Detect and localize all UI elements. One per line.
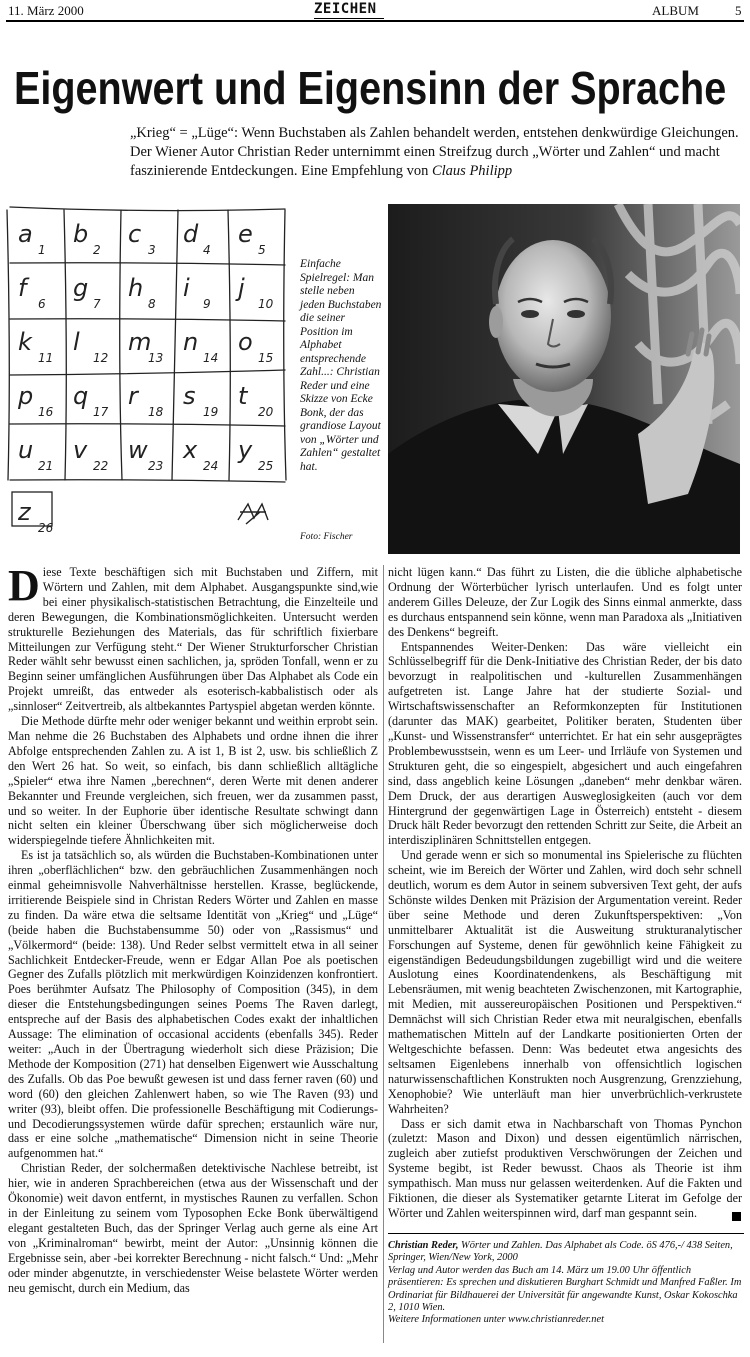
sketch-grid-line	[7, 210, 9, 480]
lead-text: „Krieg“ = „Lüge“: Wenn Buchstaben als Zahlen behandelt werden, entstehen denkwürdige Gleichungen. Der Wiener Autor Christian Reder unternimmt einen Streifzug durch „Wörter und Zahlen“ und macht faszinierende Entdeckungen. Eine Empfehlung von	[130, 125, 739, 179]
sketch-letter: z	[18, 498, 31, 526]
paragraph: Christian Reder, der solchermaßen detektivische Nachlese betreibt, ist hier, wie in anderen Sprachbereichen (etwa aus der Wissenschaft und der Ökonomie) weit davon entfernt, in mystisches Raunen zu verfallen. Schon in der Einleitung zu seinem vom Typosophen Ecke Bonk überwältigend elegant gestalteten Buch, das der Springer Verlag auch gerne als eine Art von „Kriminalroman“ bewirbt, meint der Autor: „Unsinnig können die Ergebnisse sein, aber -bei korrekter Berechnung - nicht falsch.“ Und: „Mehr oder minder abgenutzte, in verschiedenster Weise belastete Wörter werden neu gemischt, durch ein Medium, das	[8, 1161, 378, 1295]
sketch-number: 19	[203, 405, 219, 419]
sketch-letter: l	[73, 328, 80, 356]
sketch-grid-line	[284, 210, 286, 480]
paragraph-text: iese Texte beschäftigen sich mit Buchstaben und Ziffern, mit Wörtern und Zahlen, mit dem Alphabet. Ausgangspunkte sind,wie bei einer physikalisch-statistischen Betrachtung, die Einzelteile und deren Bewegungen, die Kombinationsmöglichkeiten. Untersucht werden strukturelle Beziehungen des Materials, das für schriftlich fixierbare Mitteilungen zur Verfügung steht.“ Der Wiener Strukturforscher Christian Reder wählt sehr bewusst einen sachlichen, ja, spröden Tonfall, wenn er zu Beginn seiner umfänglichen Ausführungen über Das Alphabet als Code ein Projekt umreißt, das entweder als esoterisch-kabbalistisch oder als „sinnloser“ Zeitvertreib, als altbekanntes Partyspiel abgetan werden könnte.	[8, 565, 378, 714]
sketch-number: 3	[148, 243, 156, 257]
sketch-number: 6	[38, 297, 46, 311]
paragraph: Dass er sich damit etwa in Nachbarschaft von Thomas Pynchon (zuletzt: Mason and Dixon) und dessen eigentümlich närrischen, zugleich aber zutiefst produktiven Verschwörungen der Zeichen und Systeme begibt, ist Reder bewusst. Chaos als Theorie ist ihm sympathisch. Man muss nur gelassen weiterdenken. Auf die Fakten und Fiktionen, die dieser als Systematiker getarnte Literat im Gefolge der Wörter und Zahlen weiterspinnen wird, darf man gespannt sein.	[388, 1116, 742, 1220]
lead-author: Claus Philipp	[431, 163, 513, 179]
end-mark	[732, 1212, 741, 1221]
sketch-letter: d	[183, 220, 199, 248]
section-underline	[314, 18, 384, 19]
sketch-grid-line	[10, 207, 285, 211]
sketch-number: 25	[258, 459, 274, 473]
sketch-number: 4	[203, 243, 211, 257]
sketch-number: 23	[148, 459, 164, 473]
bibliography-rule	[388, 1233, 744, 1234]
issue-date: 11. März 2000	[8, 3, 84, 18]
sketch-number: 7	[93, 297, 101, 311]
sketch-number: 20	[258, 405, 274, 419]
column-rule	[383, 565, 384, 1343]
paragraph: nicht lügen kann.“ Das führt zu Listen, die die übliche alphabetische Ordnung der Wörterbücher lyrisch unterlaufen. Und es folgt unter anderem Gilles Deleuze, der Zur Logik des Sinns einmal anmerkte, dass es durchaus entspannend sein könne, wenn man Paradoxa als „Initiativen des Denkens“ begreift.	[388, 565, 742, 639]
image-caption: Einfache Spielregel: Man stelle neben jeden Buchstaben die seiner Position im Alphabet entsprechende Zahl...: Christian Reder und eine Skizze von Ecke Bonk, der das grandiose Layout von „Wörter und Zahlen“ gestaltet hat.	[300, 258, 382, 473]
sketch-number: 1	[38, 243, 46, 257]
sketch-grid-line	[10, 263, 285, 265]
lead-paragraph	[130, 124, 742, 181]
sketch-number: 12	[93, 351, 109, 365]
sketch-letter: y	[238, 436, 253, 464]
drop-cap: D	[8, 561, 40, 610]
sketch-number: 10	[258, 297, 274, 311]
sketch-letter: g	[73, 274, 89, 302]
sketch-grid-line	[172, 210, 178, 480]
sketch-letter: i	[183, 274, 190, 302]
book-author: Christian Reder,	[388, 1240, 459, 1251]
sketch-number: 8	[148, 297, 156, 311]
alphabet-sketch	[6, 202, 294, 544]
sketch-grid-line	[120, 210, 122, 480]
author-portrait-photo	[388, 204, 740, 554]
sketch-letter: w	[128, 436, 148, 464]
sketch-grid-line	[10, 319, 285, 321]
sketch-letter: f	[18, 274, 27, 302]
sketch-number: 17	[93, 405, 109, 419]
sketch-number: 2	[93, 243, 101, 257]
paragraph	[8, 561, 378, 714]
book-reference	[388, 1240, 744, 1265]
sketch-letter: n	[183, 328, 199, 356]
paragraph: Es ist ja tatsächlich so, als würden die Buchstaben-Kombinationen unter ihren „oberflächlichen“ bzw. den gebräuchlichen Zusammenhängen noch einmal geheimnisvolle Nahverhältnisse herstellen. Krasse, beglückende, irritierende Beispiele sind in Christan Reders Wörter und Zahlen en masse zu finden. Da wäre etwa die seltsame Identität von „Krieg“ und „Lüge“ (beide haben die Buchstabensumme 50) oder von „Rassismus“ und „Völkermord“ (beide: 138). Und Reder selbst vermittelt etwa in all seiner Sachlichkeit Entdecker-Freude, wenn er Edgar Allan Poe als poetischen Gegner des Zufalls plötzlich mit merkwürdigen Koinzidenzen konfrontiert. Poes berühmter Aufsatz The Philosophy of Composition (345), in dem dieser die Entstehungsbedingungen seines Poems The Raven darlegt, entspreche auf der Basis des alphabetischen Codes exakt der inhaltlichen Aussage: The elimination of occasional accidents (ebenfalls 345). Reder weiter: „Auch in der Übertragung wiederholt sich diese Präzision; Die Methode der Komposition (271) hat denselben Eigenwert wie Ausschaltung des Zufalls. Ob das Poe bewußt gewesen ist und dass ferner raven (60) und word (60) den gleichen Zahlenwert haben, so wie The Raven (93) und writer (93), bleibt offen. Die professionelle Beschäftigung mit Codierungs- und Decodierungssystemen würde dafür sprechen; erstaunlich wäre nur, dass er eine solche „mathematische“ Dimension nicht in seine Theorie aufgenommen hat.“	[8, 848, 378, 1161]
sketch-letter: m	[128, 328, 152, 356]
photo-credit: Foto: Fischer	[300, 532, 353, 542]
paragraph: Die Methode dürfte mehr oder weniger bekannt und weithin erprobt sein. Man nehme die 26 Buchstaben des Alphabets und ordne ihnen die ihrer Abfolge entsprechenden Zahlen zu. A ist 1, B ist 2, usw. bis schließlich Z den Wert 26 hat. So weit, so einfach, bis dann schließlich alltägliche „Spieler“ etwa ihre Namen „berechnen“, deren Werte mit denen anderer Bekannter und Freunde vergleichen, sich freuen, wer da zusammen passt, und so weiter. In der Euphorie über identische Resultate schwingt dann nicht selten ein kleiner Überschwang über sich möglicherweise doch widerspiegelnde tiefere Ähnlichkeiten mit.	[8, 714, 378, 848]
sketch-number: 14	[203, 351, 219, 365]
paragraph: Entspannendes Weiter-Denken: Das wäre vielleicht ein Schlüsselbegriff für die Denk-Initiative des Christian Reder, der bis dato bevorzugt in realpolitischen und -kulturellen Zusammenhängen aufgetreten ist. Lange Jahre hat der studierte Sozial- und Wirtschaftswissenschafter an Reformkonzepten für Institutionen (darunter das MAK) gearbeitet, Politiker beraten, Studenten über „Kunst- und Wissenstransfer“ unterrichtet. Er hat ein sehr ausgeprägtes Problembewusstsein, wenn es um Leer- und Irrläufe von Systemen und Strukturen geht, die so eingespielt, abgesichert und auch eingefahren sind, dass angeblich keine Lösungen „daneben“ mehr denkbar wären. Dem Druck, der aus derartigen Ausweglosigkeiten (auch vor dem Hintergrund der gegenwärtigen Lage in Österreich) entsteht - diesem Druck hält Reder bevorzugt den rettenden Schritt zur Seite, die Arbeit an interdisziplinären Schnittstellen entgegen.	[388, 639, 742, 848]
sketch-letter: v	[73, 436, 88, 464]
headline: Eigenwert und Eigensinn der Sprache	[14, 62, 727, 114]
sketch-grid-line	[10, 424, 285, 426]
sketch-number: 24	[203, 459, 219, 473]
sketch-letter: b	[73, 220, 89, 248]
sketch-grid-line	[228, 210, 230, 480]
supplement-name: ALBUM	[652, 3, 699, 18]
sketch-number: 18	[148, 405, 164, 419]
sketch-letter: h	[128, 274, 144, 302]
article-column-2	[388, 565, 742, 1221]
sketch-number: 5	[258, 243, 266, 257]
sketch-letter: q	[73, 382, 89, 410]
sketch-number: 11	[38, 351, 54, 365]
sketch-number: 22	[93, 459, 109, 473]
page-number: 5	[735, 3, 742, 18]
sketch-number: 13	[148, 351, 164, 365]
sketch-letter: t	[238, 382, 248, 410]
sketch-number: 16	[38, 405, 54, 419]
sketch-grid-line	[10, 370, 285, 375]
sketch-letter: u	[18, 436, 34, 464]
sketch-letter: o	[238, 328, 253, 356]
book-info-box	[388, 1240, 744, 1327]
website-info: Weitere Informationen unter www.christianreder.net	[388, 1314, 604, 1326]
sketch-letter: k	[18, 328, 32, 356]
article-column-1	[8, 561, 378, 1295]
sketch-number: 21	[38, 459, 54, 473]
header-rule	[6, 20, 744, 22]
sketch-number: 9	[203, 297, 211, 311]
sketch-letter: p	[18, 382, 34, 410]
sketch-letter: a	[18, 220, 33, 248]
sketch-letter: e	[238, 220, 253, 248]
sketch-number: 15	[258, 351, 274, 365]
sketch-letter: r	[128, 382, 138, 410]
sketch-letter: x	[183, 436, 198, 464]
section-title: ZEICHEN	[314, 1, 377, 17]
artist-monogram	[238, 504, 268, 524]
sketch-letter: c	[128, 220, 142, 248]
sketch-grid-line	[64, 210, 66, 480]
sketch-number: 26	[38, 521, 54, 535]
paragraph: Und gerade wenn er sich so monumental ins Spielerische zu flüchten scheint, wie im Bereich der Wörter und Zahlen, wird doch sehr schnell deutlich, worum es dem Autor in seinem subversiven Text geht, der aufs Schönste wildes Denken mit Präzision der Argumentation vereint. Reder über seine Methode und deren Zukunftsperspektiven: „Von unmittelbarer Aktualität ist die Ausweitung strukturanalytischer Forschungen auf Systeme, denen für gewöhnlich keine Fähigkeit zu eigenständigen Bedeudungsbildungen zugebilligt wird und die weitere Auslotung eines Koordinatendenkens, als Beschäftigung mit Lebensräumen, mit wenig beachteten Zwischenzonen, mit Kartographie, mit Medien, mit aussereuropäischen Positionen und Perspektiven.“ Demnächst will sich Christian Reder etwa mit neuralgischen, ebenfalls mathematischen Mitteln auf der Landkarte positionierten Orten der Weltgeschichte befassen. Denn: Was bedeutet etwa angesichts des seltsamen Eigenlebens innerhalb von offensichtlich logischen naturwissenschaftlichen Konstrukten noch Ausgrenzung, Grenzziehung, Xenophobie? Wie unterläuft man hier unverbrüchlich-verkrustete Wahrheiten?	[388, 848, 742, 1116]
sketch-letter: s	[183, 382, 196, 410]
book-details: Wörter und Zahlen. Das Alphabet als Code. öS 476,-/ 438 Seiten, Springer, Wien/New York, 2000	[388, 1240, 733, 1264]
presentation-info: Verlag und Autor werden das Buch am 14. März um 19.00 Uhr öffentlich präsentieren: Es sprechen und diskutieren Burghart Schmidt und Manfred Faßler. Im Ordinariat für Bildhauerei der Universität für angewandte Kunst, Oskar Kokoschka 2, 1010 Wien.	[388, 1264, 742, 1314]
sketch-grid-line	[10, 480, 285, 482]
sketch-letter: j	[238, 274, 245, 302]
